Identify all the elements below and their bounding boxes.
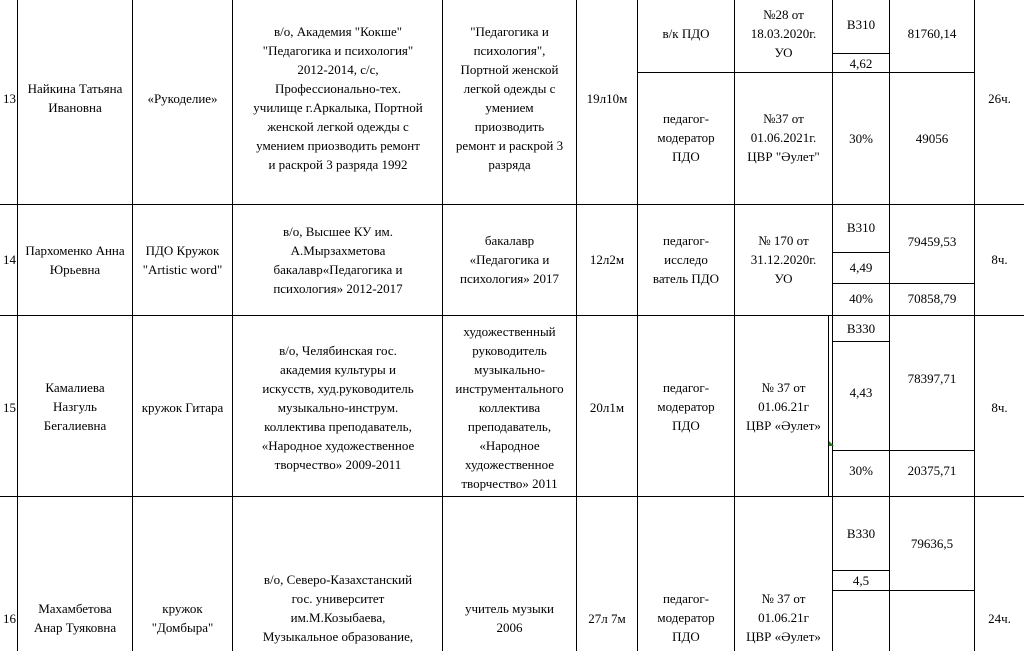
category: педагог- модератор ПДО <box>657 380 715 433</box>
education: в/о, Высшее КУ им. А.Мырзахметова бакалавр«Педагогика и психология» 2012-2017 <box>273 224 403 296</box>
teacher-name: Махамбетова Анар Туяковна <box>33 601 117 635</box>
amount: 70858,79 <box>907 291 957 306</box>
education: в/о, Академия "Кокше" "Педагогика и психология" 2012-2014, с/с, Профессионально-тех. училище г.Аркалыка, Портной женской легкой одежды с умением приозводить ремонт и раскрой 3 разряда 1992 <box>253 24 423 172</box>
amount: 79636,5 <box>910 536 954 551</box>
grid-line <box>832 283 974 284</box>
amount: 78397,71 <box>907 371 957 386</box>
coefficient: 4,49 <box>849 260 873 275</box>
experience: 12л2м <box>589 252 625 267</box>
teacher-name: Пархоменко Анна Юрьевна <box>25 243 125 277</box>
experience: 19л10м <box>586 91 628 106</box>
category: в/к ПДО <box>662 26 710 41</box>
circle-name: кружок Гитара <box>141 400 224 415</box>
specialty: художественный руководитель музыкально- инструментального коллектива преподаватель, «Народное художественное творчество» 2011 <box>455 324 564 491</box>
order: № 170 от 31.12.2020г. УО <box>750 233 817 286</box>
coefficient: 4,43 <box>849 385 873 400</box>
experience: 27л 7м <box>588 611 626 626</box>
circle-name: кружок "Домбыра" <box>151 601 214 635</box>
coefficient-code: В330 <box>846 526 876 541</box>
grid-line <box>0 496 1024 497</box>
amount: 79459,53 <box>907 234 957 249</box>
amount: 81760,14 <box>907 26 957 41</box>
order: № 37 от 01.06.21г ЦВР «Әулет» <box>746 591 821 644</box>
circle-name: «Рукоделие» <box>147 91 218 106</box>
circle-name: ПДО Кружок "Artistic word" <box>142 243 223 277</box>
grid-line <box>832 252 889 253</box>
teacher-name: Камалиева Назгуль Бегалиевна <box>43 380 107 433</box>
hours: 8ч. <box>991 400 1008 415</box>
percent: 30% <box>849 463 873 478</box>
grid-line <box>637 72 974 73</box>
specialty: "Педагогика и психология", Портной женской легкой одежды с умением приозводить ремонт и раскрой 3 разряда <box>455 24 564 172</box>
cell-comment-marker <box>829 441 834 446</box>
education: в/о, Северо-Казахстанский гос. университет им.М.Козыбаева, Музыкальное образование, <box>262 572 414 644</box>
grid-line <box>232 0 233 651</box>
order: № 37 от 01.06.21г ЦВР «Әулет» <box>746 380 821 433</box>
teacher-name: Найкина Татьяна Ивановна <box>27 81 123 115</box>
grid-line <box>832 590 974 591</box>
grid-line <box>832 341 889 342</box>
order: №28 от 18.03.2020г. УО <box>750 7 817 60</box>
education: в/о, Челябинская гос. академия культуры и искусств, худ.руководитель музыкально-инструм. коллектива преподаватель, «Народное художественное творчество» 2009-2011 <box>261 343 415 472</box>
hours: 8ч. <box>991 252 1008 267</box>
category: педагог- исследо ватель ПДО <box>652 233 720 286</box>
amount: 49056 <box>915 131 949 146</box>
amount: 20375,71 <box>907 463 957 478</box>
row-number: 13 <box>3 91 16 106</box>
row-number: 15 <box>3 400 16 415</box>
order: №37 от 01.06.2021г. ЦВР "Әулет" <box>747 111 820 164</box>
category: педагог- модератор ПДО <box>657 591 715 644</box>
coefficient-code: В310 <box>846 220 876 235</box>
coefficient: 4,62 <box>849 56 873 71</box>
grid-line <box>0 204 1024 205</box>
grid-line <box>637 0 638 651</box>
coefficient-code: В330 <box>846 321 876 336</box>
row-number: 16 <box>3 611 16 626</box>
row-number: 14 <box>3 252 16 267</box>
coefficient-code: В310 <box>846 17 876 32</box>
percent: 40% <box>849 291 873 306</box>
experience: 20л1м <box>589 400 625 415</box>
hours: 26ч. <box>988 91 1011 106</box>
specialty: бакалавр «Педагогика и психология» 2017 <box>459 233 560 286</box>
grid-line <box>889 0 890 651</box>
percent: 30% <box>849 131 873 146</box>
grid-line <box>734 0 735 651</box>
specialty: учитель музыки 2006 <box>465 601 554 635</box>
coefficient: 4,5 <box>852 573 870 588</box>
category: педагог- модератор ПДО <box>657 111 715 164</box>
grid-line <box>832 450 974 451</box>
hours: 24ч. <box>988 611 1011 626</box>
grid-line <box>0 315 1024 316</box>
